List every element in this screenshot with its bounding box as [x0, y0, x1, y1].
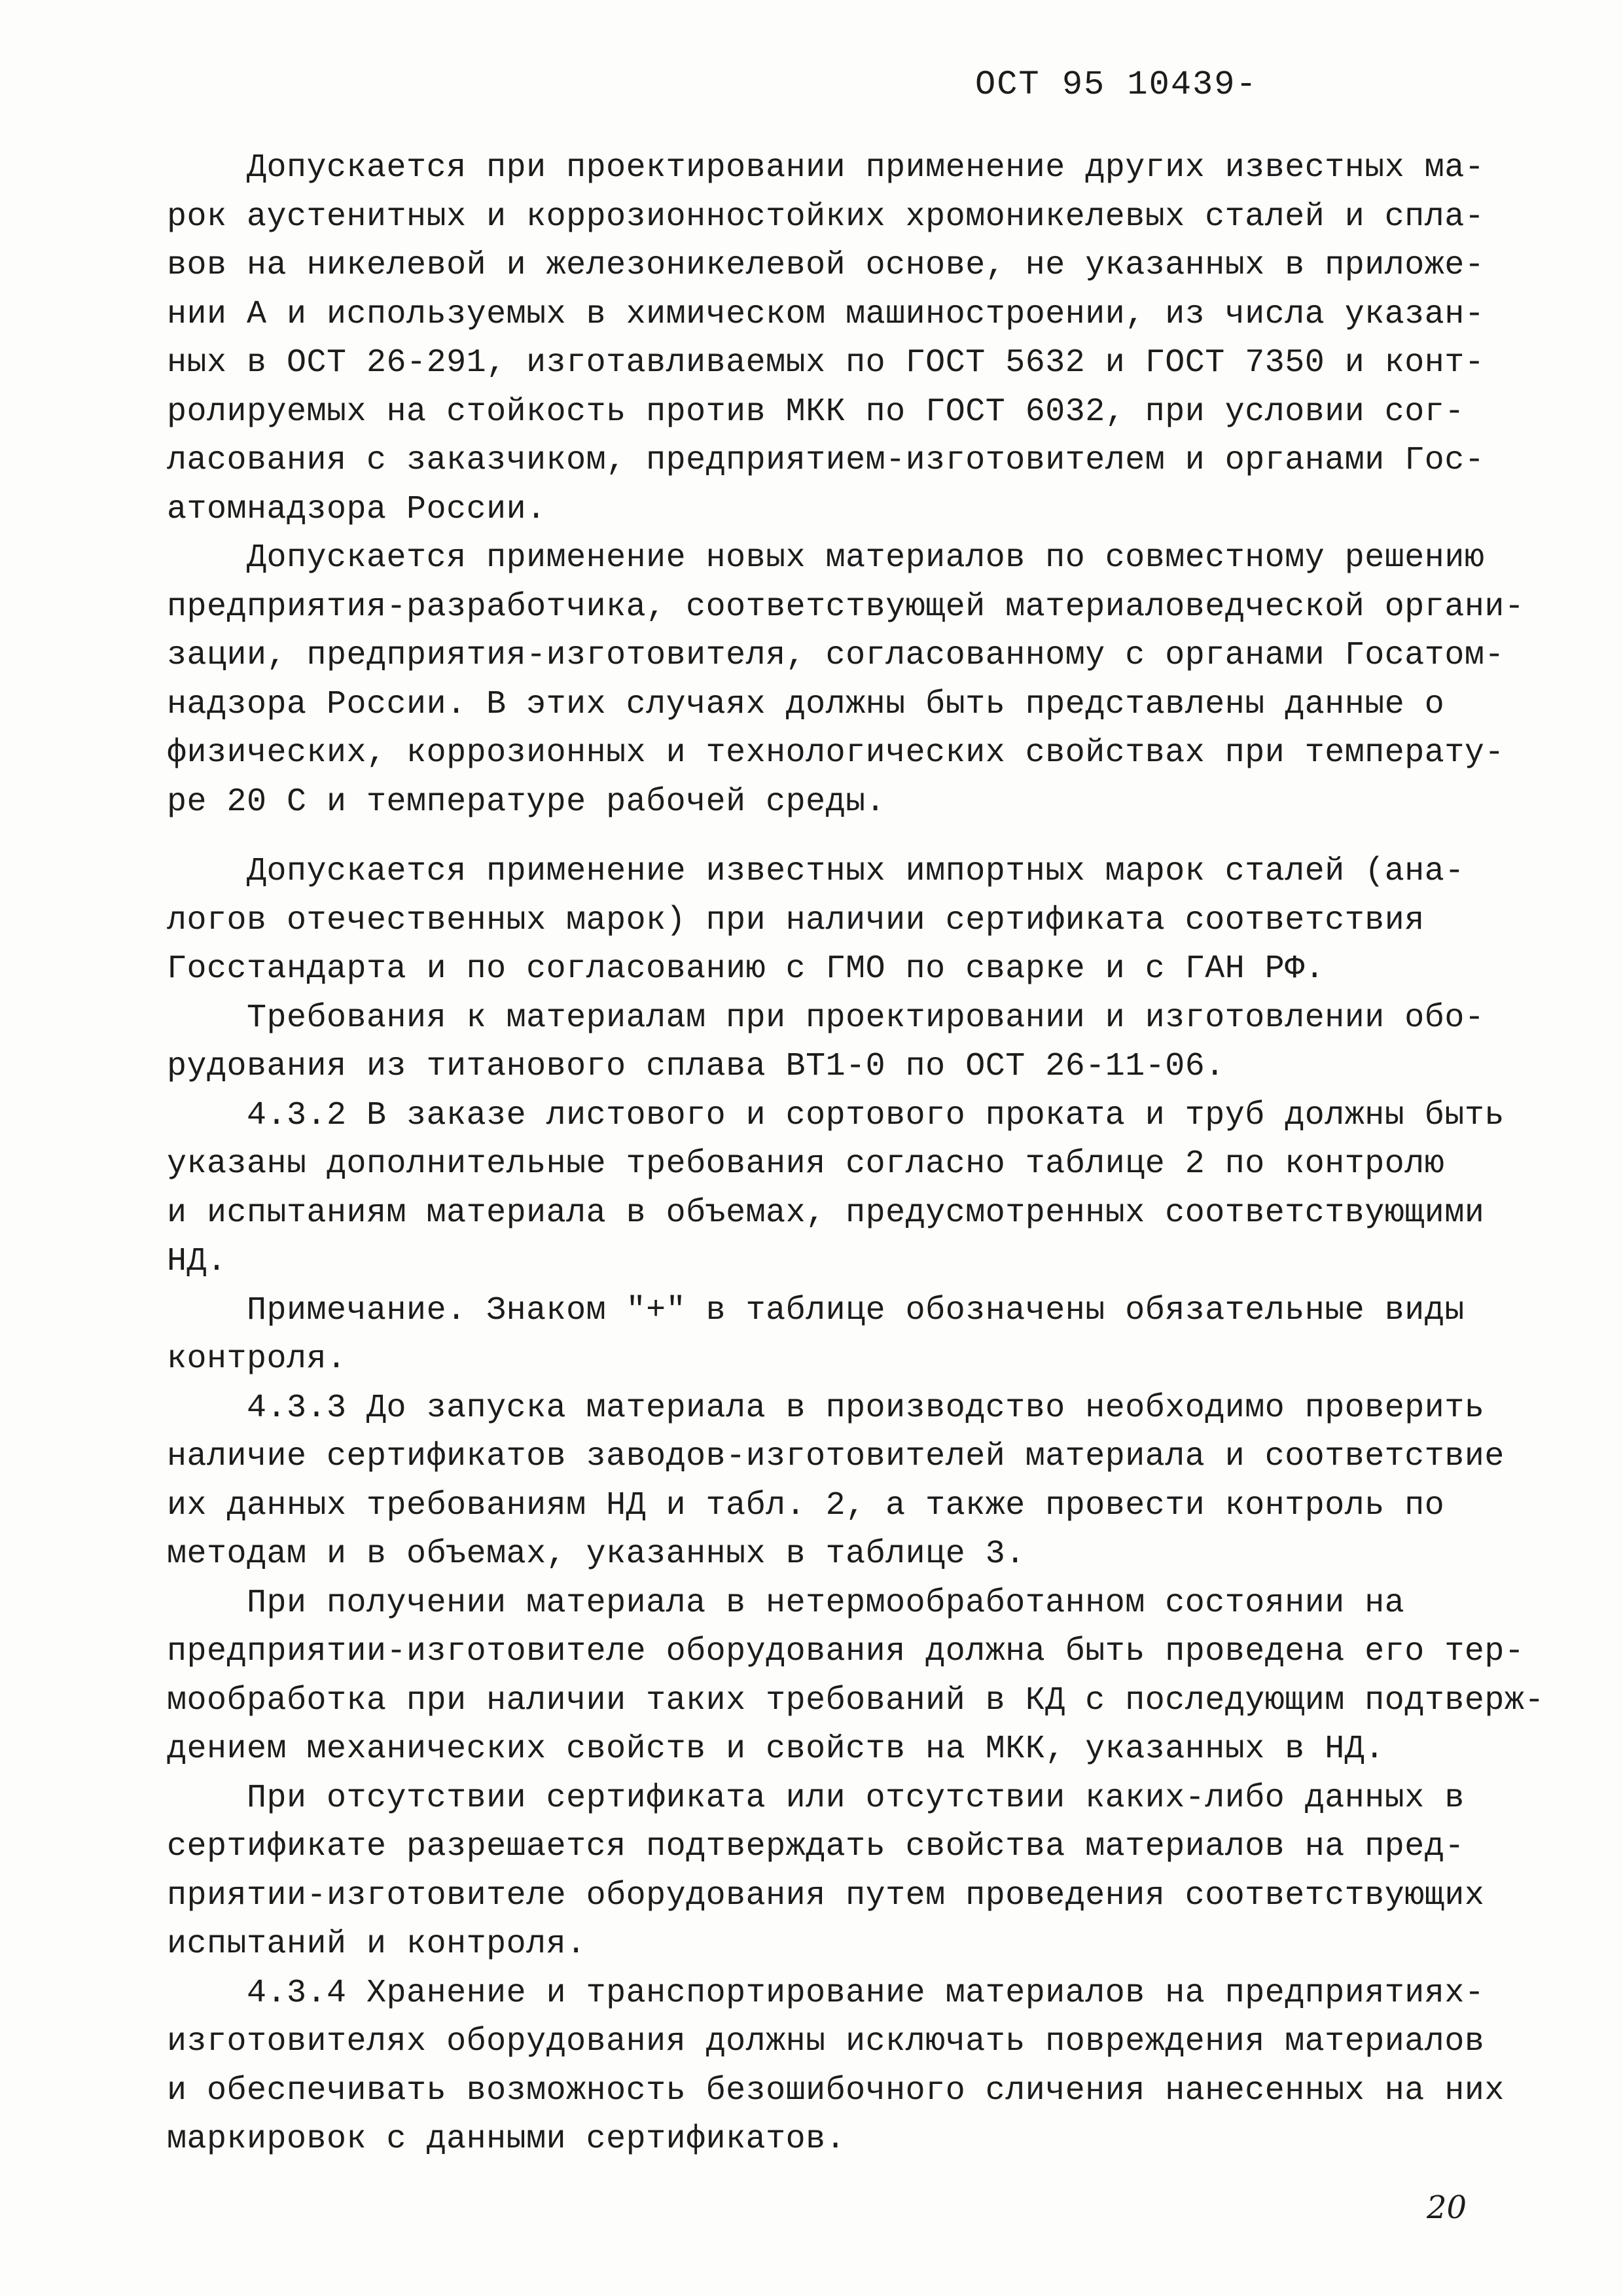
- body-text: [167, 144, 1544, 2164]
- text-line: методам и в объемах, указанных в таблице 3.: [167, 1535, 1026, 1573]
- text-line: изготовителях оборудования должны исключать повреждения материалов: [167, 2023, 1485, 2060]
- text-line: надзора России. В этих случаях должны быть представлены данные о: [167, 685, 1445, 723]
- paragraph: [167, 1287, 1528, 1384]
- text-line: сертификате разрешается подтверждать свойства материалов на пред-: [167, 1828, 1465, 1865]
- text-line: маркировок с данными сертификатов.: [167, 2121, 846, 2158]
- paragraph: [167, 1579, 1544, 1774]
- text-line: Допускается применение новых материалов по совместному решению: [167, 539, 1485, 577]
- text-line: Допускается применение известных импортных марок сталей (ана-: [167, 853, 1465, 890]
- text-line: и обеспечивать возможность безошибочного сличения нанесенных на них: [167, 2072, 1505, 2109]
- paragraph: [167, 994, 1528, 1092]
- text-line: Требования к материалам при проектировании и изготовлении обо-: [167, 999, 1485, 1037]
- text-line: ных в ОСТ 26-291, изготавливаемых по ГОСТ 5632 и ГОСТ 7350 и конт-: [167, 344, 1485, 382]
- text-line: ласования с заказчиком, предприятием-изготовителем и органами Гос-: [167, 442, 1485, 479]
- text-line: мообработка при наличии таких требований в КД с последующим подтверж-: [167, 1681, 1544, 1719]
- document-code: ОСТ 95 10439-: [975, 65, 1258, 104]
- paragraph: [167, 1774, 1528, 1969]
- text-line: физических, коррозионных и технологических свойствах при температу-: [167, 734, 1505, 772]
- paragraph: [167, 1092, 1528, 1287]
- text-line: их данных требованиям НД и табл. 2, а также провести контроль по: [167, 1486, 1445, 1524]
- text-line: контроля.: [167, 1340, 347, 1378]
- text-line: наличие сертификатов заводов-изготовителей материала и соответствие: [167, 1438, 1505, 1475]
- text-line: дением механических свойств и свойств на МКК, указанных в НД.: [167, 1731, 1385, 1768]
- text-line: атомнадзора России.: [167, 490, 546, 528]
- paragraph: [167, 534, 1528, 827]
- text-line: Госстандарта и по согласованию с ГМО по сварке и с ГАН РФ.: [167, 950, 1325, 988]
- text-line: нии А и используемых в химическом машиностроении, из числа указан-: [167, 295, 1485, 333]
- text-line: ре 20 С и температуре рабочей среды.: [167, 783, 886, 821]
- text-line: рок аустенитных и коррозионностойких хромоникелевых сталей и спла-: [167, 198, 1485, 236]
- text-line: При отсутствии сертификата или отсутствии каких-либо данных в: [167, 1779, 1465, 1817]
- text-line: предприятии-изготовителе оборудования должна быть проведена его тер-: [167, 1633, 1525, 1670]
- paragraph: [167, 144, 1528, 534]
- text-line: 4.3.4 Хранение и транспортирование материалов на предприятиях-: [167, 1974, 1485, 2012]
- text-line: 4.3.2 В заказе листового и сортового проката и труб должны быть: [167, 1096, 1505, 1134]
- text-line: логов отечественных марок) при наличии сертификата соответствия: [167, 901, 1425, 939]
- text-line: Примечание. Знаком "+" в таблице обозначены обязательные виды: [167, 1291, 1465, 1329]
- text-line: указаны дополнительные требования согласно таблице 2 по контролю: [167, 1145, 1445, 1183]
- paragraph: [167, 1384, 1528, 1579]
- text-line: При получении материала в нетермообработанном состоянии на: [167, 1584, 1405, 1622]
- text-line: зации, предприятия-изготовителя, согласованному с органами Госатом-: [167, 637, 1505, 674]
- text-line: и испытаниям материала в объемах, предусмотренных соответствующими: [167, 1194, 1485, 1232]
- text-line: ролируемых на стойкость против МКК по ГОСТ 6032, при условии сог-: [167, 393, 1465, 431]
- page-number: 20: [1427, 2189, 1467, 2226]
- text-line: испытаний и контроля.: [167, 1926, 586, 1963]
- text-line: рудования из титанового сплава ВТ1-0 по ОСТ 26-11-06.: [167, 1048, 1225, 1085]
- paragraph: [167, 1969, 1528, 2164]
- paragraph-gap: [167, 827, 1528, 848]
- text-line: вов на никелевой и железоникелевой основе, не указанных в приложе-: [167, 247, 1485, 284]
- text-line: НД.: [167, 1243, 227, 1280]
- text-line: предприятия-разработчика, соответствующей материаловедческой органи-: [167, 588, 1525, 626]
- paragraph: [167, 848, 1528, 994]
- text-line: Допускается при проектировании применение других известных ма-: [167, 149, 1485, 187]
- text-line: приятии-изготовителе оборудования путем проведения соответствующих: [167, 1876, 1485, 1914]
- text-line: 4.3.3 До запуска материала в производство необходимо проверить: [167, 1389, 1485, 1427]
